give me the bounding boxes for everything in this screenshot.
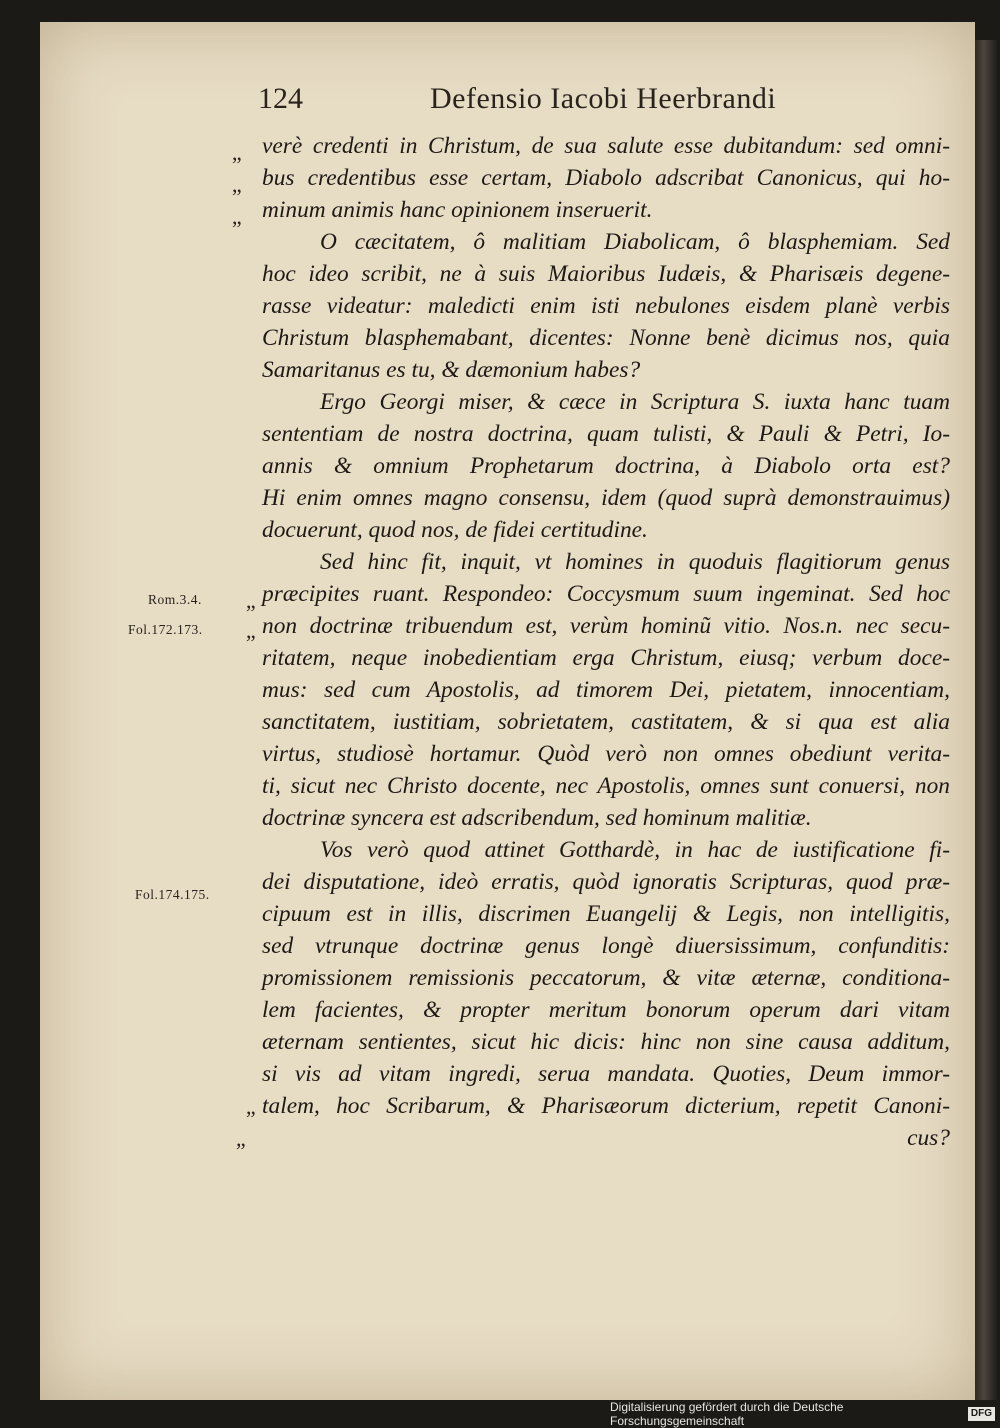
text-line: bus credentibus esse certam, Diabolo adscribat Canonicus, qui ho- bbox=[262, 165, 950, 191]
quote-mark: ,, bbox=[246, 588, 255, 613]
text-line: æternam sentientes, sicut hic dicis: hinc non sine causa additum, bbox=[262, 1029, 950, 1055]
text-line: ti, sicut nec Christo docente, nec Apostolis, omnes sunt conuersi, non bbox=[262, 773, 950, 799]
body-text bbox=[262, 130, 950, 1154]
text-line: mus: sed cum Apostolis, ad timorem Dei, pietatem, innocentiam, bbox=[262, 677, 950, 703]
page-number: 124 bbox=[258, 82, 303, 115]
text-line: lem facientes, & propter meritum bonorum operum dari vitam bbox=[262, 997, 950, 1023]
text-line: talem, hoc Scribarum, & Pharisæorum dicterium, repetit Canoni- bbox=[262, 1093, 950, 1119]
marginal-note-fol-174: Fol.174.175. bbox=[135, 887, 210, 902]
text-line: dei disputatione, ideò erratis, quòd ignoratis Scripturas, quod præ- bbox=[262, 869, 950, 895]
text-line: virtus, studiosè hortamur. Quòd verò non omnes obediunt verita- bbox=[262, 741, 950, 767]
text-line: præcipites ruant. Respondeo: Coccysmum suum ingeminat. Sed hoc bbox=[262, 581, 950, 607]
text-line: cus? bbox=[907, 1125, 950, 1151]
quote-mark: ,, bbox=[246, 618, 255, 643]
text-line: doctrinæ syncera est adscribendum, sed hominum malitiæ. bbox=[262, 805, 812, 831]
quote-mark: ,, bbox=[232, 204, 241, 229]
quote-mark: ,, bbox=[232, 140, 241, 165]
digitization-footer bbox=[610, 1400, 995, 1428]
quote-mark: ,, bbox=[246, 1094, 255, 1119]
text-line: Hi enim omnes magno consensu, idem (quod suprà demonstrauimus) bbox=[262, 485, 950, 511]
text-line: sed vtrunque doctrinæ genus longè diuersissimum, confunditis: bbox=[262, 933, 950, 959]
page-header bbox=[258, 82, 878, 126]
text-line: minum animis hanc opinionem inseruerit. bbox=[262, 197, 653, 223]
text-line: non doctrinæ tribuendum est, verùm hominũ vitio. Nos.n. nec secu- bbox=[262, 613, 950, 639]
text-line: promissionem remissionis peccatorum, & vitæ æternæ, conditiona- bbox=[262, 965, 950, 991]
text-line: Samaritanus es tu, & dæmonium habes? bbox=[262, 357, 641, 383]
text-line: si vis ad vitam ingredi, serua mandata. Quoties, Deum immor- bbox=[262, 1061, 950, 1087]
text-line: Vos verò quod attinet Gotthardè, in hac de iustificatione fi- bbox=[320, 837, 950, 863]
running-title: Defensio Iacobi Heerbrandi bbox=[430, 82, 777, 115]
text-line: verè credenti in Christum, de sua salute esse dubitandum: sed omni- bbox=[262, 133, 950, 159]
text-line: ritatem, neque inobedientiam erga Christum, eiusq; verbum doce- bbox=[262, 645, 950, 671]
text-line: annis & omnium Prophetarum doctrina, à Diabolo orta est? bbox=[262, 453, 950, 479]
text-line: O cæcitatem, ô malitiam Diabolicam, ô blasphemiam. Sed bbox=[320, 229, 950, 255]
text-line: Sed hinc fit, inquit, vt homines in quoduis flagitiorum genus bbox=[320, 549, 950, 575]
page-edge bbox=[975, 40, 997, 1400]
text-line: sanctitatem, iustitiam, sobrietatem, castitatem, & si qua est alia bbox=[262, 709, 950, 735]
quote-mark: ,, bbox=[236, 1126, 245, 1151]
marginal-note-rom: Rom.3.4. bbox=[148, 592, 202, 607]
dfg-logo: DFG bbox=[968, 1407, 995, 1421]
quote-mark: ,, bbox=[232, 172, 241, 197]
text-line: Christum blasphemabant, dicentes: Nonne benè dicimus nos, quia bbox=[262, 325, 950, 351]
text-line: sententiam de nostra doctrina, quam tulisti, & Pauli & Petri, Io- bbox=[262, 421, 950, 447]
text-line: Ergo Georgi miser, & cæce in Scriptura S. iuxta hanc tuam bbox=[320, 389, 950, 415]
text-line: docuerunt, quod nos, de fidei certitudine. bbox=[262, 517, 648, 543]
text-line: rasse videatur: maledicti enim isti nebulones eisdem planè verbis bbox=[262, 293, 950, 319]
text-line: cipuum est in illis, discrimen Euangelij & Legis, non intelligitis, bbox=[262, 901, 950, 927]
text-line: hoc ideo scribit, ne à suis Maioribus Iudæis, & Pharisæis degene- bbox=[262, 261, 950, 287]
footer-text: Digitalisierung gefördert durch die Deutsche Forschungsgemeinschaft bbox=[610, 1400, 844, 1428]
marginal-note-fol-172: Fol.172.173. bbox=[128, 622, 203, 637]
